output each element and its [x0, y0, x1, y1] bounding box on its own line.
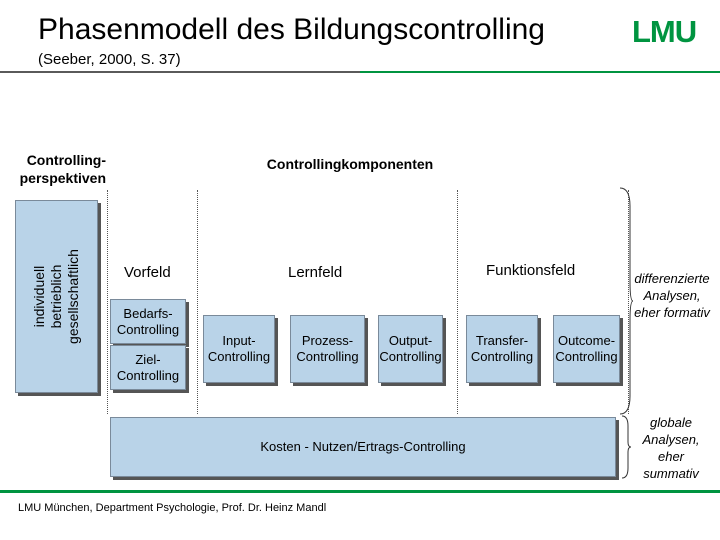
- box-line: Controlling: [555, 349, 618, 364]
- box-line: Controlling: [207, 349, 271, 364]
- page-title: Phasenmodell des Bildungscontrolling: [38, 13, 545, 46]
- box-line: Controlling: [116, 367, 180, 383]
- separator-line: [457, 190, 458, 414]
- box-line: Controlling: [116, 321, 180, 337]
- box-line: Controlling: [296, 349, 359, 364]
- note-line: globale: [650, 415, 692, 430]
- perspectives-heading-line-2: perspektiven: [19, 170, 106, 186]
- perspectives-heading-line-1: Controlling-: [26, 152, 106, 168]
- kosten-nutzen-controlling-box: [110, 417, 616, 477]
- note-line: eher: [657, 449, 685, 464]
- box-line: Controlling: [379, 349, 442, 364]
- input-controlling-box: [203, 315, 275, 383]
- bedarfs-controlling-box: [110, 299, 186, 344]
- box-line: Output-: [388, 333, 433, 348]
- brace-bottom-icon: [620, 414, 632, 480]
- box-line: Ziel-: [135, 351, 161, 367]
- perspectives-heading: [2, 151, 106, 187]
- prozess-controlling-box: [290, 315, 365, 383]
- box-line: Controlling: [470, 349, 534, 364]
- footer-credit: LMU München, Department Psychologie, Prof. Dr. Heinz Mandl: [18, 502, 327, 514]
- field-label-funktionsfeld: Funktionsfeld: [486, 262, 576, 279]
- note-summative: [636, 414, 706, 482]
- note-line: differenzierte: [634, 271, 710, 286]
- lmu-logo: LMU: [632, 14, 697, 49]
- note-formative: [628, 270, 716, 321]
- ziel-controlling-box: [110, 345, 186, 390]
- box-line: Bedarfs-: [123, 305, 173, 321]
- box-line: Transfer-: [475, 333, 529, 348]
- transfer-controlling-box: [466, 315, 538, 383]
- perspective-company: betrieblich: [48, 264, 64, 329]
- page-subtitle: (Seeber, 2000, S. 37): [38, 51, 181, 68]
- outcome-controlling-box: [553, 315, 620, 383]
- header-divider-dark: [0, 71, 360, 73]
- footer-divider: [0, 490, 720, 493]
- header-divider-green: [360, 71, 720, 73]
- box-line: Outcome-: [557, 333, 616, 348]
- output-controlling-box: [378, 315, 443, 383]
- box-line: Input-: [222, 333, 256, 348]
- note-line: eher formativ: [634, 305, 710, 320]
- box-line: Prozess-: [301, 333, 354, 348]
- note-line: Analysen,: [642, 432, 700, 447]
- perspectives-box-text: [31, 249, 82, 344]
- field-label-lernfeld: Lernfeld: [288, 264, 343, 281]
- perspective-individual: individuell: [31, 265, 47, 328]
- separator-line: [107, 190, 108, 414]
- perspective-society: gesellschaftlich: [65, 249, 81, 344]
- kosten-label: Kosten - Nutzen/Ertrags-Controlling: [260, 439, 466, 454]
- components-heading: Controllingkomponenten: [266, 156, 434, 172]
- field-label-vorfeld: Vorfeld: [124, 264, 171, 281]
- note-line: Analysen,: [643, 288, 701, 303]
- separator-line: [197, 190, 198, 414]
- perspectives-box: [15, 200, 98, 393]
- note-line: summativ: [643, 466, 699, 481]
